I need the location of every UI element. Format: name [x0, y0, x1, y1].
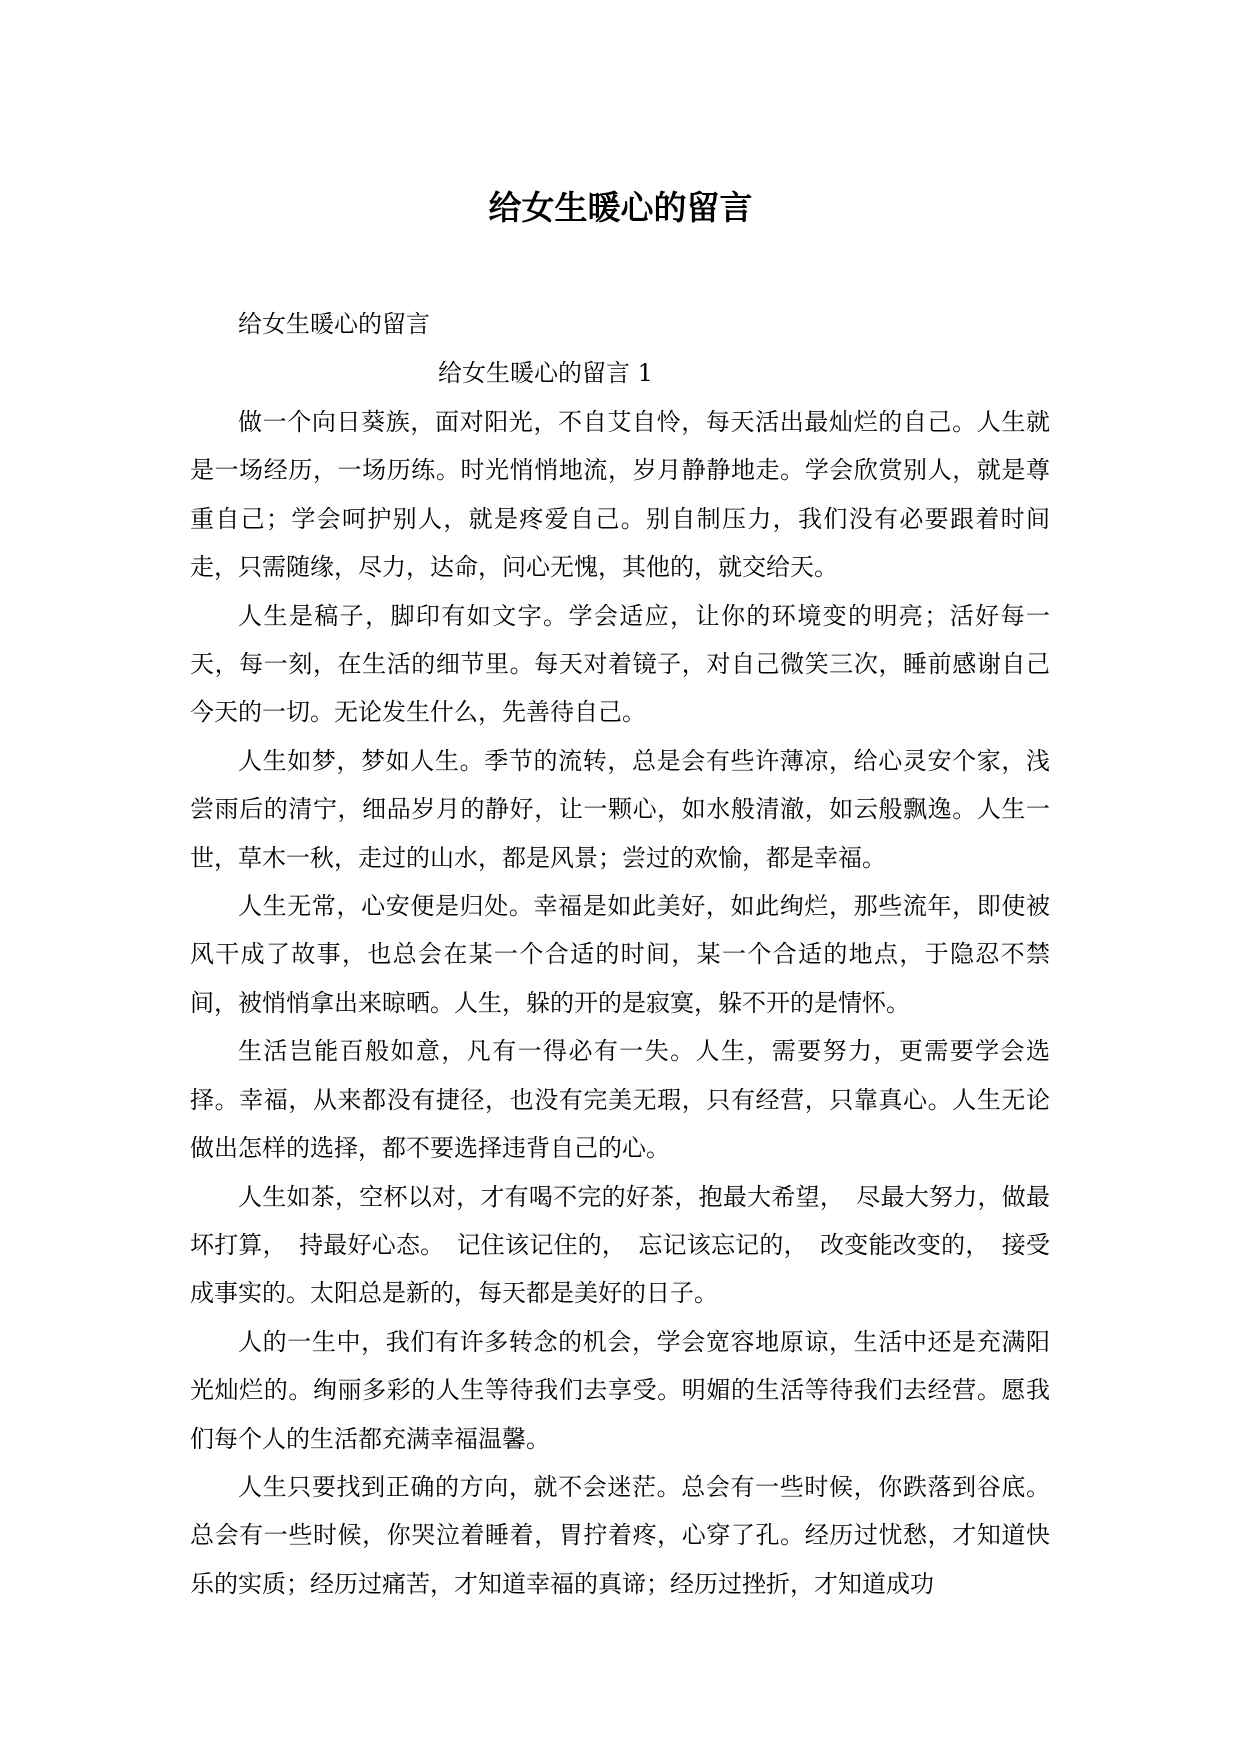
document-subtitle: 给女生暖心的留言	[238, 310, 430, 338]
paragraph: 人的一生中，我们有许多转念的机会，学会宽容地原谅，生活中还是充满阳光灿烂的。绚丽多彩的人生等待我们去享受。明媚的生活等待我们去经营。愿我们每个人的生活都充满幸福温馨。	[190, 1327, 1050, 1453]
paragraph: 做一个向日葵族，面对阳光，不自艾自怜，每天活出最灿烂的自己。人生就是一场经历，一场历练。时光悄悄地流，岁月静静地走。学会欣赏别人，就是尊重自己；学会呵护别人，就是疼爱自己。别自制压力，我们没有必要跟着时间走，只需随缘，尽力，达命，问心无愧，其他的，就交给天。	[190, 408, 1050, 582]
paragraph: 人生无常，心安便是归处。幸福是如此美好，如此绚烂，那些流年，即使被风干成了故事，也总会在某一个合适的时间，某一个合适的地点，于隐忍不禁间，被悄悄拿出来晾晒。人生，躲的开的是寂寞，躲不开的是情怀。	[190, 892, 1050, 1017]
paragraph: 人生只要找到正确的方向，就不会迷茫。总会有一些时候，你跌落到谷底。总会有一些时候，你哭泣着睡着，胃拧着疼，心穿了孔。经历过忧愁，才知道快乐的实质；经历过痛苦，才知道幸福的真谛；经历过挫折，才知道成功	[190, 1472, 1050, 1598]
document-title: 给女生暖心的留言	[488, 188, 753, 227]
paragraph: 生活岂能百般如意，凡有一得必有一失。人生，需要努力，更需要学会选择。幸福，从来都没有捷径，也没有完美无瑕，只有经营，只靠真心。人生无论做出怎样的选择，都不要选择违背自己的心。	[190, 1037, 1050, 1163]
paragraph: 人生如茶，空杯以对，才有喝不完的好茶，抱最大希望， 尽最大努力，做最坏打算， 持最好心态。 记住该记住的， 忘记该忘记的， 改变能改变的， 接受成事实的。太阳总是新的，每天都是美好的日子。	[190, 1182, 1050, 1308]
section-heading: 给女生暖心的留言 1	[438, 359, 653, 387]
paragraph: 人生是稿子，脚印有如文字。学会适应，让你的环境变的明亮；活好每一天，每一刻，在生活的细节里。每天对着镜子，对自己微笑三次，睡前感谢自己今天的一切。无论发生什么，先善待自己。	[190, 601, 1050, 727]
paragraph: 人生如梦，梦如人生。季节的流转，总是会有些许薄凉，给心灵安个家，浅尝雨后的清宁，细品岁月的静好，让一颗心，如水般清澈，如云般飘逸。人生一世，草木一秋，走过的山水，都是风景；尝过的欢愉，都是幸福。	[190, 746, 1050, 872]
document-body	[190, 300, 1050, 1608]
